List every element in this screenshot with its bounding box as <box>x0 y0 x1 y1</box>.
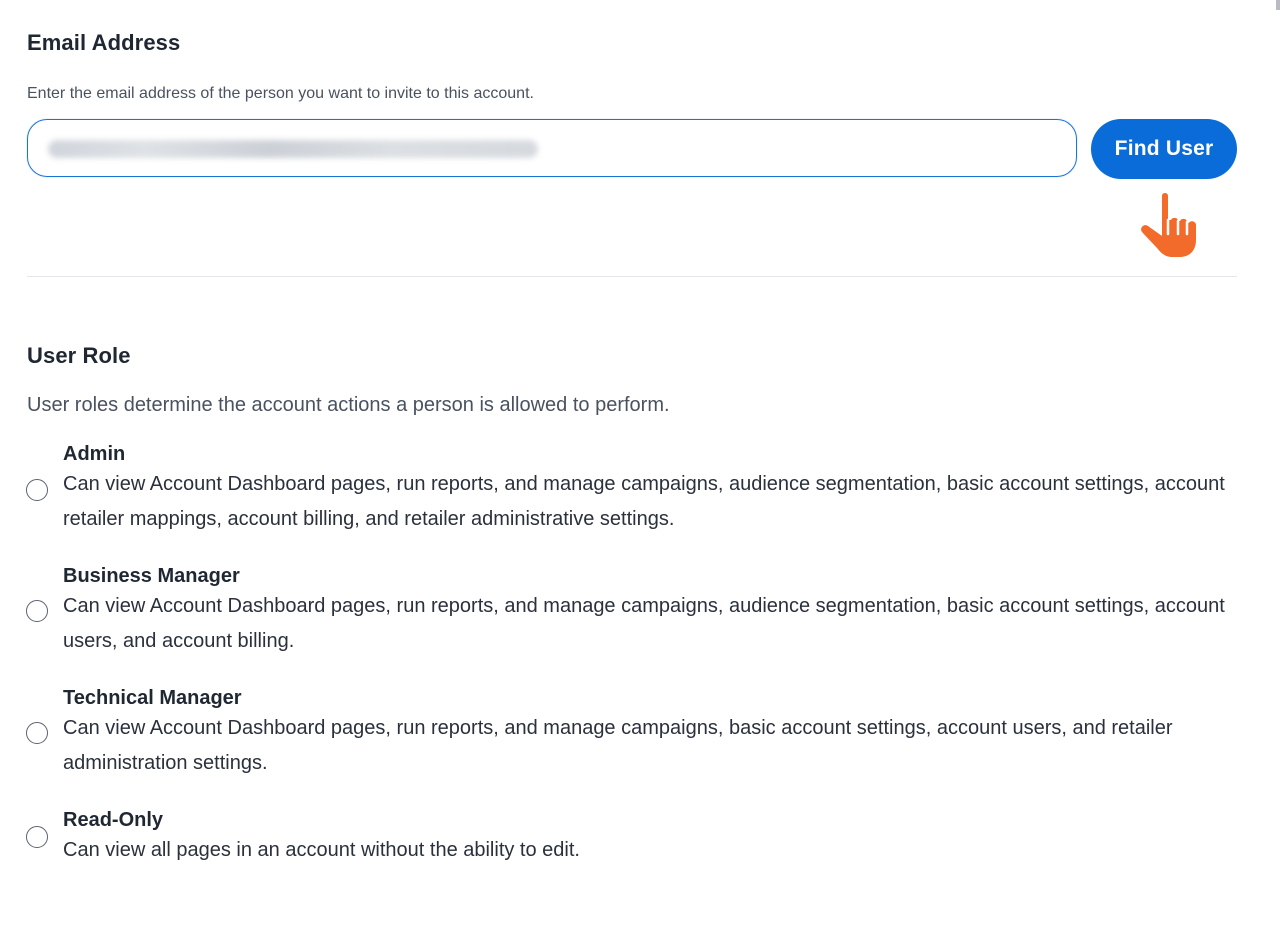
scrollbar-edge <box>1276 0 1280 10</box>
section-divider <box>27 276 1237 277</box>
email-section-description: Enter the email address of the person you want to invite to this account. <box>27 85 534 102</box>
role-description: Can view Account Dashboard pages, run reports, and manage campaigns, audience segmentation, basic account settings, account retailer mappings, account billing, and retailer administrative settings. <box>63 473 1225 530</box>
role-option-admin[interactable] <box>26 443 1246 543</box>
role-name: Business Manager <box>63 565 240 587</box>
radio-unchecked-icon[interactable] <box>26 826 48 848</box>
radio-unchecked-icon[interactable] <box>26 722 48 744</box>
user-role-section-description: User roles determine the account actions a person is allowed to perform. <box>27 394 670 416</box>
email-field-container <box>27 119 1077 177</box>
role-option-business-manager[interactable] <box>26 565 1246 665</box>
role-description: Can view Account Dashboard pages, run reports, and manage campaigns, audience segmentation, basic account settings, account users, and account billing. <box>63 595 1225 652</box>
role-description: Can view Account Dashboard pages, run reports, and manage campaigns, basic account settings, account users, and retailer administration settings. <box>63 717 1173 774</box>
role-name: Technical Manager <box>63 687 242 709</box>
role-option-read-only[interactable] <box>26 809 1246 879</box>
radio-unchecked-icon[interactable] <box>26 600 48 622</box>
role-description: Can view all pages in an account without the ability to edit. <box>63 839 580 861</box>
pointing-hand-cursor-icon <box>1138 190 1204 260</box>
role-name: Read-Only <box>63 809 164 831</box>
find-user-button[interactable]: Find User <box>1091 119 1237 179</box>
radio-unchecked-icon[interactable] <box>26 479 48 501</box>
email-section-title: Email Address <box>27 30 181 55</box>
email-field[interactable] <box>46 120 1050 178</box>
user-role-section-title: User Role <box>27 343 131 368</box>
role-name: Admin <box>63 443 126 465</box>
role-option-technical-manager[interactable] <box>26 687 1246 787</box>
